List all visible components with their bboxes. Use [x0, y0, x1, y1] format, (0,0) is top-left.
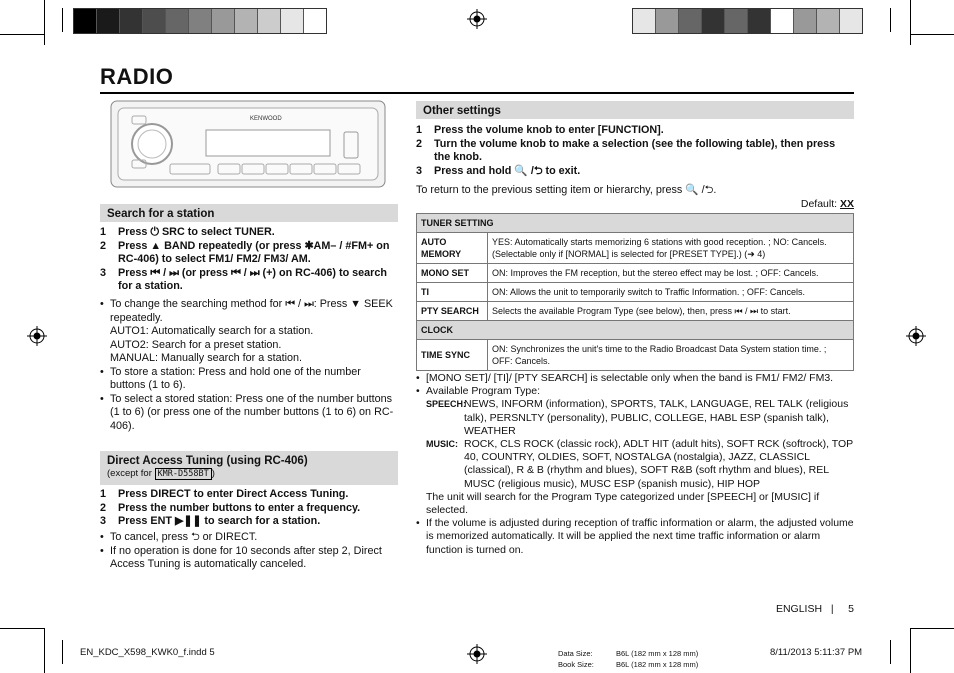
list-item: MANUAL: Manually search for a station.	[110, 352, 303, 364]
setting-name: TI	[417, 283, 488, 302]
section-header-direct	[100, 451, 398, 485]
title-rule	[100, 92, 854, 94]
grayscale-bar-right	[632, 8, 863, 34]
list-item: [MONO SET]/ [TI]/ [PTY SEARCH] is selectable only when the band is FM1/ FM2/ FM3.	[426, 372, 834, 384]
crop-mark	[890, 640, 891, 664]
step-text: Turn the volume knob to make a selection (see the following table), then press the knob.	[434, 137, 836, 163]
crop-mark	[62, 8, 63, 32]
step-text: Press DIRECT to enter Direct Access Tuning.	[118, 488, 349, 500]
return-instruction: To return to the previous setting item or hierarchy, press 🔍 /⮌.	[416, 184, 717, 196]
step-number: 2	[416, 137, 423, 150]
step-text: Press the number buttons to enter a frequency.	[118, 501, 361, 514]
section-header-other: Other settings	[416, 101, 854, 119]
model-badge: KMR-D558BT	[155, 468, 212, 480]
registration-mark-icon	[906, 326, 926, 346]
step-text: Press the volume knob to enter [FUNCTION].	[434, 124, 664, 136]
registration-mark-icon	[467, 644, 487, 664]
default-value: XX	[839, 198, 854, 210]
table-row	[417, 233, 854, 264]
list-item: AUTO1: Automatically search for a station.	[110, 325, 314, 337]
list-item: The unit will search for the Program Type categorized under [SPEECH] or [MUSIC] if selected.	[426, 490, 820, 517]
section-subtitle	[107, 468, 391, 480]
step-number: 1	[100, 226, 107, 238]
list-item: To store a station: Press and hold one of the number buttons (1 to 6).	[110, 365, 361, 391]
section-title: Direct Access Tuning (using RC-406)	[107, 455, 308, 467]
table-row	[417, 302, 854, 321]
data-size-label: Data Size:	[558, 649, 593, 658]
list-item: To change the searching method for ⏮ / ⏭: Press ▼ SEEK repeatedly.	[110, 298, 393, 324]
data-size-value: B6L (182 mm x 128 mm)	[616, 649, 699, 658]
print-timestamp: 8/11/2013 5:11:37 PM	[770, 647, 863, 658]
search-notes: • To change the searching method for ⏮ / ⏭: Press ▼ SEEK repeatedly. AUTO1: Automatically search for a station. AUTO2: Search for a preset station. MANUAL: Manually search for a station. • To store a station: Press and hold one of the number buttons (1 to 6). • To select a stored station: Press one of the number buttons (1 to 6) (or press one of the number buttons (1 to 6) on RC-406).	[100, 298, 396, 433]
crop-mark	[910, 628, 954, 629]
subtitle-prefix: (except for	[107, 468, 155, 479]
direct-notes: • To cancel, press ⮌ or DIRECT. • If no operation is done for 10 seconds after step 2, Direct Access Tuning is automatically canceled.	[100, 531, 396, 572]
list-item: If the volume is adjusted during reception of traffic information or alarm, the adjusted volume is memorized automatically. It will be applied the next time traffic information or alarm function is turned on.	[426, 517, 854, 556]
setting-description: ON: Synchronizes the unit's time to the Radio Broadcast Data System station time. ; OFF: Cancels.	[488, 340, 854, 371]
subtitle-suffix: )	[211, 468, 215, 479]
list-item: To cancel, press ⮌ or DIRECT.	[110, 531, 258, 543]
crop-mark	[0, 34, 45, 35]
setting-description: ON: Allows the unit to temporarily switch to Traffic Information. ; OFF: Cancels.	[488, 283, 854, 302]
setting-name: PTY SEARCH	[417, 302, 488, 321]
footer-language: ENGLISH	[775, 603, 823, 615]
step-number: 3	[100, 266, 107, 279]
brand-logo: KENWOOD	[250, 116, 282, 122]
pty-category-label: MUSIC:	[426, 439, 458, 450]
step-number: 2	[100, 239, 107, 252]
table-row	[417, 283, 854, 302]
crop-mark	[910, 628, 911, 673]
table-notes: • [MONO SET]/ [TI]/ [PTY SEARCH] is selectable only when the band is FM1/ FM2/ FM3. • Available Program Type: SPEECH: NEWS, INFORM (information), SPORTS, TALK, LANGUAGE, REL TALK (religious talk), PERSNLTY (personality), PUBLIC, COLLEGE, HABL ESP (spanish talk), WEATHER MUSIC: ROCK, CLS ROCK (classic rock), ADLT HIT (adult hits), SOFT RCK (softrock), TOP 40, COUNTRY, OLDIES, SOFT, NOSTALGA (nostalgia), JAZZ, CLASSICL (classical), R & B (rhythm and blues), SOFT R&B (soft rhythm and blues), REL MUSC (religious music), MUSC ESP (spanish music), HIP HOP The unit will search for the Program Type categorized under [SPEECH] or [MUSIC] if selected. • If the volume is adjusted during reception of traffic information or alarm, the adjusted volume is memorized automatically. It will be applied the next time traffic information or alarm function is turned on.	[416, 372, 854, 556]
book-size-label: Book Size:	[558, 660, 594, 669]
direct-steps	[100, 488, 396, 529]
table-section-header: CLOCK	[417, 321, 854, 340]
footer-separator: |	[830, 603, 834, 615]
step-text: Press and hold 🔍 /⮌ to exit.	[434, 164, 581, 177]
step-text: Press ENT ▶❚❚ to search for a station.	[118, 515, 321, 527]
pty-list: NEWS, INFORM (information), SPORTS, TALK, LANGUAGE, REL TALK (religious talk), PERSNLTY (personality), PUBLIC, COLLEGE, HABL ESP (spanish talk), WEATHER	[464, 398, 849, 437]
step-number: 1	[416, 124, 423, 136]
step-text: Press ⏻ SRC to select TUNER.	[118, 226, 275, 238]
default-legend	[700, 198, 854, 210]
page-footer	[740, 603, 854, 615]
step-number: 1	[100, 488, 107, 500]
page-number: 5	[848, 603, 854, 615]
default-label: Default:	[800, 198, 840, 210]
grayscale-bar-left	[73, 8, 327, 34]
book-size-value: B6L (182 mm x 128 mm)	[616, 660, 699, 669]
step-text: Press ⏮ / ⏭ (or press ⏮ / ⏭ (+) on RC-406) to search for a station.	[118, 266, 387, 292]
setting-description: Selects the available Program Type (see below), then, press ⏮ / ⏭ to start.	[488, 302, 854, 321]
registration-mark-icon	[27, 326, 47, 346]
pty-list: ROCK, CLS ROCK (classic rock), ADLT HIT (adult hits), SOFT RCK (softrock), TOP 40, COUNTRY, OLDIES, SOFT, NOSTALGA (nostalgia), JAZZ, CLASSICL (classical), R & B (rhythm and blues), SOFT R&B (soft rhythm and blues), REL MUSC (religious music), MUSC ESP (spanish music), HIP HOP	[464, 438, 853, 490]
crop-mark	[910, 0, 911, 45]
crop-mark	[890, 8, 891, 32]
crop-mark	[44, 628, 45, 673]
crop-mark	[44, 0, 45, 45]
step-number: 3	[100, 515, 107, 527]
table-row	[417, 264, 854, 283]
search-steps	[100, 226, 396, 294]
page-title: RADIO	[100, 64, 174, 89]
crop-mark	[0, 628, 45, 629]
list-item: AUTO2: Search for a preset station.	[110, 338, 282, 351]
setting-name: TIME SYNC	[417, 340, 488, 371]
car-radio-illustration	[110, 100, 386, 188]
crop-mark	[910, 34, 954, 35]
list-item: Available Program Type:	[426, 385, 541, 398]
other-steps	[416, 124, 854, 178]
table-section-header: TUNER SETTING	[417, 214, 854, 233]
step-number: 3	[416, 164, 423, 177]
setting-name: MONO SET	[417, 264, 488, 283]
section-header-search: Search for a station	[100, 204, 398, 222]
pty-category-label: SPEECH:	[426, 399, 467, 410]
step-text: Press ▲ BAND repeatedly (or press ✱AM– / #FM+ on RC-406) to select FM1/ FM2/ FM3/ AM.	[118, 239, 390, 265]
step-number: 2	[100, 501, 107, 514]
setting-description: YES: Automatically starts memorizing 6 stations with good reception. ; NO: Cancels. (Selectable only if [NORMAL] is selected for [PRESET TYPE].) (➜ 4)	[488, 233, 854, 264]
list-item: If no operation is done for 10 seconds after step 2, Direct Access Tuning is automatically canceled.	[110, 544, 382, 570]
settings-table	[416, 213, 854, 371]
crop-mark	[62, 640, 63, 664]
registration-mark-icon	[467, 9, 487, 29]
setting-name: AUTO MEMORY	[417, 233, 488, 264]
list-item: To select a stored station: Press one of the number buttons (1 to 6) (or press one of the number buttons (1 to 6) on RC-406).	[110, 392, 394, 432]
setting-description: ON: Improves the FM reception, but the stereo effect may be lost. ; OFF: Cancels.	[488, 264, 854, 283]
table-row	[417, 340, 854, 371]
indd-filename: EN_KDC_X598_KWK0_f.indd 5	[80, 647, 215, 658]
